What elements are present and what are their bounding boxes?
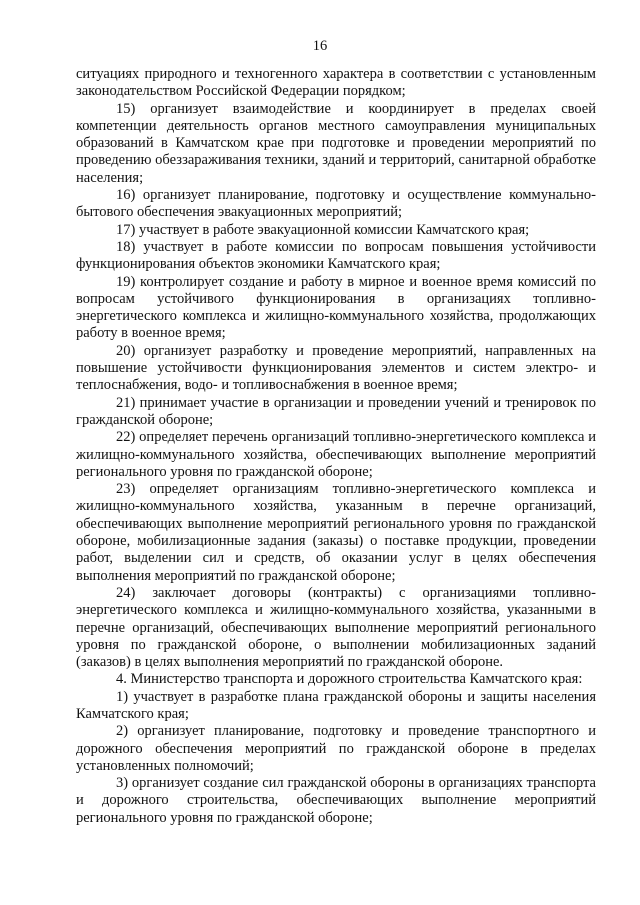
paragraph-item-17: 17) участвует в работе эвакуационной комиссии Камчатского края; bbox=[116, 221, 530, 238]
section-heading-4: 4. Министерство транспорта и дорожного строительства Камчатского края: bbox=[116, 671, 583, 688]
paragraph-item-24: 24) заключает договоры (контракты) с организациями топливно-энергетического комплекса и жилищно-коммунального хозяйства, указанными в перечне организаций, обеспечивающих выполнение мероприятий регионального уровня по гражданской обороне, о выполнении мобилизационных заданий (заказов) в целях выполнения мероприятий по гражданской обороне. bbox=[76, 584, 596, 671]
paragraph-continuation: ситуациях природного и техногенного характера в соответствии с установленным законодательством Российской Федерации порядком; bbox=[76, 66, 596, 100]
paragraph-item-19: 19) контролирует создание и работу в мирное и военное время комиссий по вопросам устойчивого функционирования в организациях топливно-энергетического комплекса и жилищно-коммунального хозяйства, продолжающих работу в военное время; bbox=[76, 273, 596, 342]
paragraph-item-23: 23) определяет организациям топливно-энергетического комплекса и жилищно-коммунального хозяйства, указанным в перечне организаций, обеспечивающих выполнение мероприятий регионального уровня по гражданской обороне, мобилизационные задания (заказы) о поставке продукции, проведении работ, выделении сил и средств, об оказании услуг в целях обеспечения выполнения мероприятий по гражданской обороне; bbox=[76, 481, 596, 584]
paragraph-item-16: 16) организует планирование, подготовку и осуществление коммунально-бытового обеспечения эвакуационных мероприятий; bbox=[76, 187, 596, 221]
paragraph-item-3: 3) организует создание сил гражданской обороны в организациях транспорта и дорожного строительства, обеспечивающих выполнение мероприятий регионального уровня по гражданской обороне; bbox=[76, 775, 596, 826]
paragraph-item-1: 1) участвует в разработке плана гражданской обороны и защиты населения Камчатского края; bbox=[76, 688, 596, 722]
paragraph-item-2: 2) организует планирование, подготовку и проведение транспортного и дорожного обеспечения мероприятий по гражданской обороне в пределах установленных полномочий; bbox=[76, 723, 596, 774]
paragraph-item-18: 18) участвует в работе комиссии по вопросам повышения устойчивости функционирования объектов экономики Камчатского края; bbox=[76, 238, 596, 273]
paragraph-item-21: 21) принимает участие в организации и проведении учений и тренировок по гражданской обороне; bbox=[76, 394, 596, 428]
page-number: 16 bbox=[312, 38, 328, 54]
document-body bbox=[76, 66, 596, 827]
paragraph-item-15: 15) организует взаимодействие и координирует в пределах своей компетенции деятельность органов местного самоуправления муниципальных образований в Камчатском крае при подготовке и проведении мероприятий по проведению обеззараживания техники, зданий и территорий, санитарной обработке населения; bbox=[76, 100, 596, 186]
paragraph-item-20: 20) организует разработку и проведение мероприятий, направленных на повышение устойчивости функционирования элементов и систем электро- и теплоснабжения, водо- и топливоснабжения в военное время; bbox=[76, 342, 596, 394]
paragraph-item-22: 22) определяет перечень организаций топливно-энергетического комплекса и жилищно-коммунального хозяйства, обеспечивающих выполнение мероприятий регионального уровня по гражданской обороне; bbox=[76, 429, 596, 480]
